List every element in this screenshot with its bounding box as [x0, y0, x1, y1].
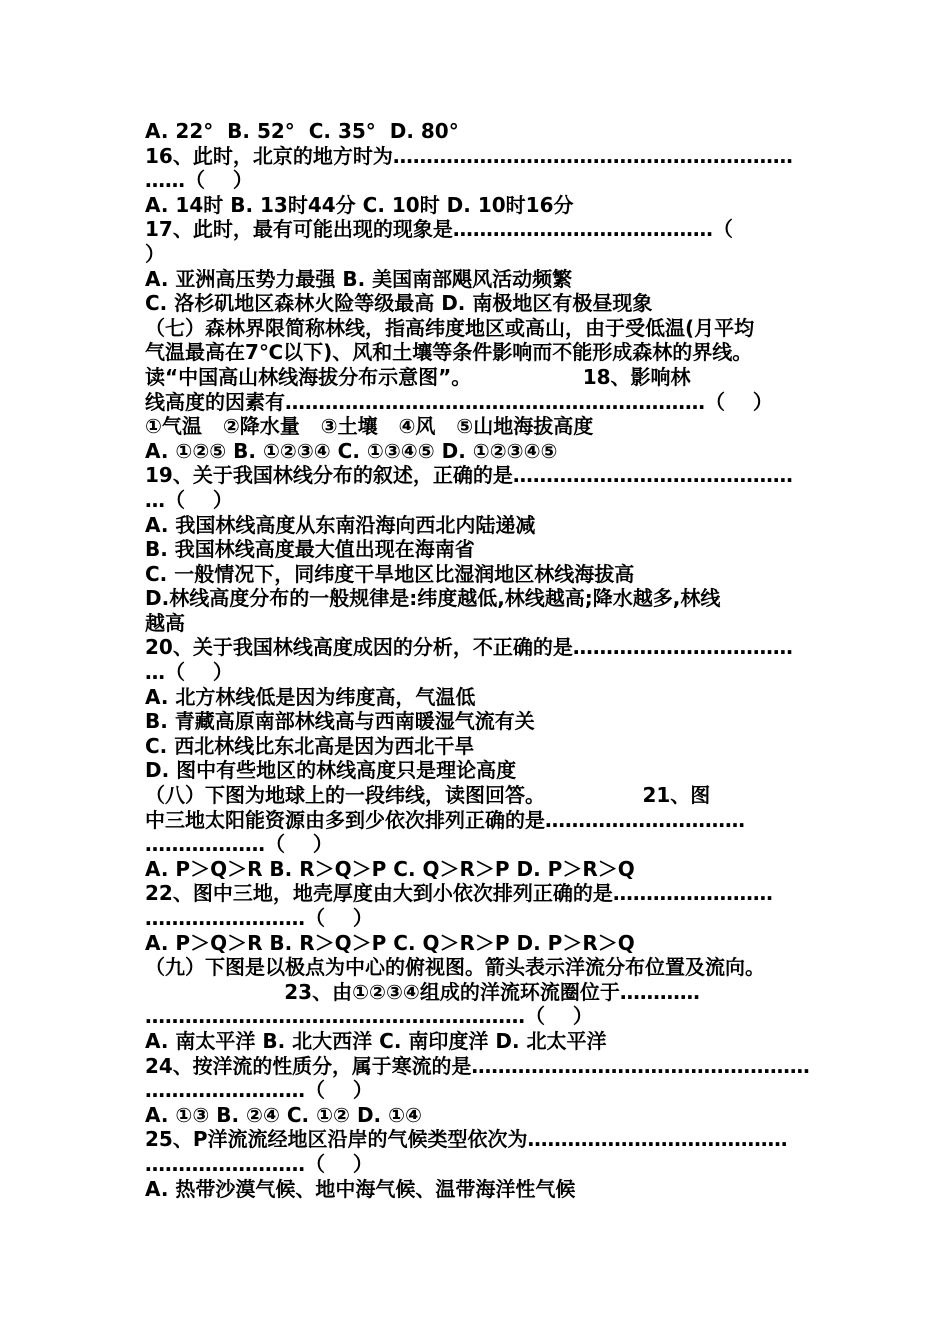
q23-stem: 23、由①②③④组成的洋流环流圈位于………… [145, 979, 700, 1004]
q21-stem: 中三地太阳能资源由多到少依次排列正确的是………………………… [145, 807, 745, 832]
q24-answer-blank: ……………………（ ） [145, 1078, 373, 1103]
q19-option-b: B. 我国林线高度最大值出现在海南省 [145, 537, 475, 562]
q19-option-a: A. 我国林线高度从东南沿海向西北内陆递减 [145, 512, 536, 537]
q20-option-c: C. 西北林线比东北高是因为西北干旱 [145, 733, 475, 758]
q19-option-d: D.林线高度分布的一般规律是:纬度越低,林线越高;降水越多,林线 [145, 586, 721, 611]
q19-answer-blank: …（ ） [145, 487, 233, 512]
q20-option-b: B. 青藏高原南部林线高与西南暖湿气流有关 [145, 709, 535, 734]
q16-answer-blank: ……（ ） [145, 168, 253, 193]
q21-answer-blank: ………………（ ） [145, 832, 333, 857]
q20-option-a: A. 北方林线低是因为纬度高，气温低 [145, 684, 476, 709]
section-9-intro: （九）下图是以极点为中心的俯视图。箭头表示洋流分布位置及流向。 [145, 955, 765, 980]
section-7-intro-1: （七）森林界限简称林线，指高纬度地区或高山，由于受低温(月平均 [145, 315, 755, 340]
q18-options: A. ①②⑤ B. ①②③④ C. ①③④⑤ D. ①②③④⑤ [145, 438, 558, 463]
q17-answer-blank: ） [145, 241, 165, 266]
q20-stem: 20、关于我国林线高度成因的分析，不正确的是…………………………… [145, 635, 793, 660]
section-7-intro-2: 气温最高在7℃以下)、风和土壤等条件影响而不能形成森林的界线。 [145, 340, 753, 365]
q23-options: A. 南太平洋 B. 北大西洋 C. 南印度洋 D. 北太平洋 [145, 1028, 607, 1053]
q24-options: A. ①③ B. ②④ C. ①② D. ①④ [145, 1102, 422, 1127]
exam-page [145, 119, 810, 1201]
q20-answer-blank: …（ ） [145, 660, 233, 685]
q19-stem: 19、关于我国林线分布的叙述，正确的是…………………………………… [145, 463, 793, 488]
q25-stem: 25、P洋流流经地区沿岸的气候类型依次为………………………………… [145, 1127, 788, 1152]
q19-option-d-cont: 越高 [145, 610, 185, 635]
q16-stem: 16、此时，北京的地方时为…………………………………………………… [145, 143, 793, 168]
q23-answer-blank: …………………………………………………（ ） [145, 1004, 593, 1029]
section-8-intro: （八）下图为地球上的一段纬线，读图回答。 21、图 [145, 783, 711, 808]
q22-options: A. P＞Q＞R B. R＞Q＞P C. Q＞R＞P D. P＞R＞Q [145, 930, 635, 955]
q20-option-d: D. 图中有些地区的林线高度只是理论高度 [145, 758, 517, 783]
q21-options: A. P＞Q＞R B. R＞Q＞P C. Q＞R＞P D. P＞R＞Q [145, 856, 635, 881]
q22-stem: 22、图中三地，地壳厚度由大到小依次排列正确的是…………………… [145, 881, 773, 906]
q18-stem: 线高度的因素有………………………………………………………（ ） [145, 389, 773, 414]
q25-option-a: A. 热带沙漠气候、地中海气候、温带海洋性气候 [145, 1176, 576, 1201]
q24-stem: 24、按洋流的性质分，属于寒流的是…………………………………………… [145, 1053, 810, 1078]
q17-stem: 17、此时，最有可能出现的现象是…………………………………（ [145, 217, 733, 242]
q17-option-cd: C. 洛杉矶地区森林火险等级最高 D. 南极地区有极昼现象 [145, 291, 653, 316]
section-7-intro-3: 读“中国高山林线海拔分布示意图”。 18、影响林 [145, 364, 691, 389]
q18-factors: ①气温 ②降水量 ③土壤 ④风 ⑤山地海拔高度 [145, 414, 594, 439]
q15-options: A. 22° B. 52° C. 35° D. 80° [145, 119, 459, 143]
q17-option-ab: A. 亚洲高压势力最强 B. 美国南部飓风活动频繁 [145, 266, 573, 291]
q22-answer-blank: ……………………（ ） [145, 906, 373, 930]
q25-answer-blank: ……………………（ ） [145, 1151, 373, 1176]
q16-options: A. 14时 B. 13时44分 C. 10时 D. 10时16分 [145, 192, 574, 217]
q19-option-c: C. 一般情况下，同纬度干旱地区比湿润地区林线海拔高 [145, 561, 635, 586]
